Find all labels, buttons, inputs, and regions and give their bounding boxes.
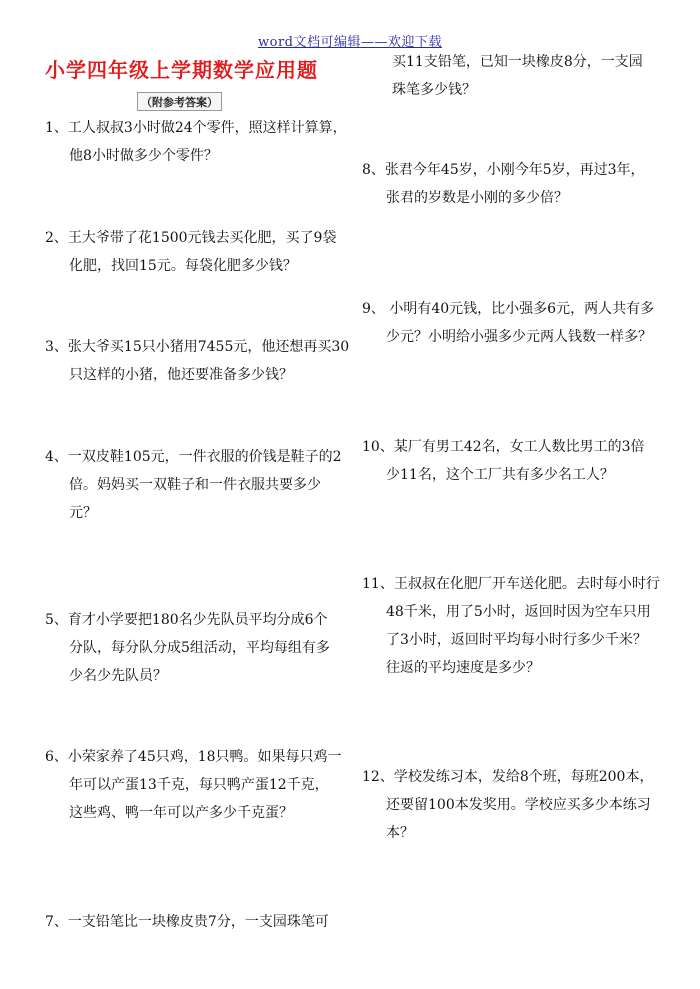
question-line: 张君的岁数是小刚的多少倍？ (386, 190, 568, 206)
question-line: 8、张君今年45岁，小刚今年5岁，再过3年， (362, 162, 645, 178)
question-line: 他8小时做多少个零件？ (69, 148, 218, 164)
question-line: 年可以产蛋13千克，每只鸭产蛋12千克， (69, 777, 329, 793)
question-line: 元？ (69, 505, 97, 521)
question-10 (362, 433, 645, 489)
question-line: 只这样的小猪，他还要准备多少钱？ (69, 367, 293, 383)
header-link[interactable]: word文档可编辑——欢迎下载 (258, 35, 442, 50)
question-line: 本？ (386, 825, 414, 841)
question-line: 10、某厂有男工42名，女工人数比男工的3倍 (362, 439, 645, 455)
question-line: 2、王大爷带了花1500元钱去买化肥，买了9袋 (45, 230, 337, 246)
question-11 (362, 570, 660, 682)
question-line: 珠笔多少钱？ (392, 82, 476, 98)
question-line: 少11名，这个工厂共有多少名工人？ (386, 467, 614, 483)
question-12 (362, 763, 653, 847)
question-line: 这些鸡、鸭一年可以产多少千克蛋？ (69, 805, 293, 821)
question-line: 7、一支铅笔比一块橡皮贵7分，一支园珠笔可 (45, 914, 329, 930)
question-line: 往返的平均速度是多少？ (386, 660, 540, 676)
question-6 (45, 743, 342, 827)
question-line: 1、工人叔叔3小时做24个零件，照这样计算算， (45, 120, 347, 136)
page-title: 小学四年级上学期数学应用题 (45, 58, 318, 82)
question-8 (362, 156, 645, 212)
question-line: 5、育才小学要把180名少先队员平均分成6个 (45, 612, 328, 628)
question-4 (45, 443, 342, 527)
answer-note: （附参考答案） (137, 92, 222, 111)
question-line: 11、王叔叔在化肥厂开车送化肥。去时每小时行 (362, 576, 660, 592)
question-7 (45, 908, 329, 936)
question-line: 48千米，用了5小时，返回时因为空车只用 (386, 604, 651, 620)
question-3 (45, 333, 349, 389)
question-9 (362, 295, 654, 351)
question-5 (45, 606, 330, 690)
question-line: 了3小时，返回时平均每小时行多少千米？ (386, 632, 647, 648)
question-line: 倍。妈妈买一双鞋子和一件衣服共要多少 (69, 477, 321, 493)
question-line: 4、一双皮鞋105元，一件衣服的价钱是鞋子的2 (45, 449, 342, 465)
question-line: 还要留100本发奖用。学校应买多少本练习 (386, 797, 651, 813)
question-line: 9、 小明有40元钱，比小强多6元，两人共有多 (362, 301, 655, 317)
question-line: 分队，每分队分成5组活动，平均每组有多 (69, 640, 330, 656)
question-line: 6、小荣家养了45只鸡，18只鸭。如果每只鸡一 (45, 749, 342, 765)
question-7-continued (392, 48, 643, 104)
question-line: 化肥，找回15元。每袋化肥多少钱？ (69, 258, 297, 274)
question-line: 少名少先队员？ (69, 668, 167, 684)
question-line: 买11支铅笔，已知一块橡皮8分，一支园 (392, 54, 643, 70)
question-line: 3、张大爷买15只小猪用7455元，他还想再买30 (45, 339, 350, 355)
question-1 (45, 114, 347, 170)
question-line: 12、学校发练习本，发给8个班，每班200本， (362, 769, 654, 785)
question-2 (45, 224, 336, 280)
question-line: 少元？小明给小强多少元两人钱数一样多？ (386, 329, 652, 345)
